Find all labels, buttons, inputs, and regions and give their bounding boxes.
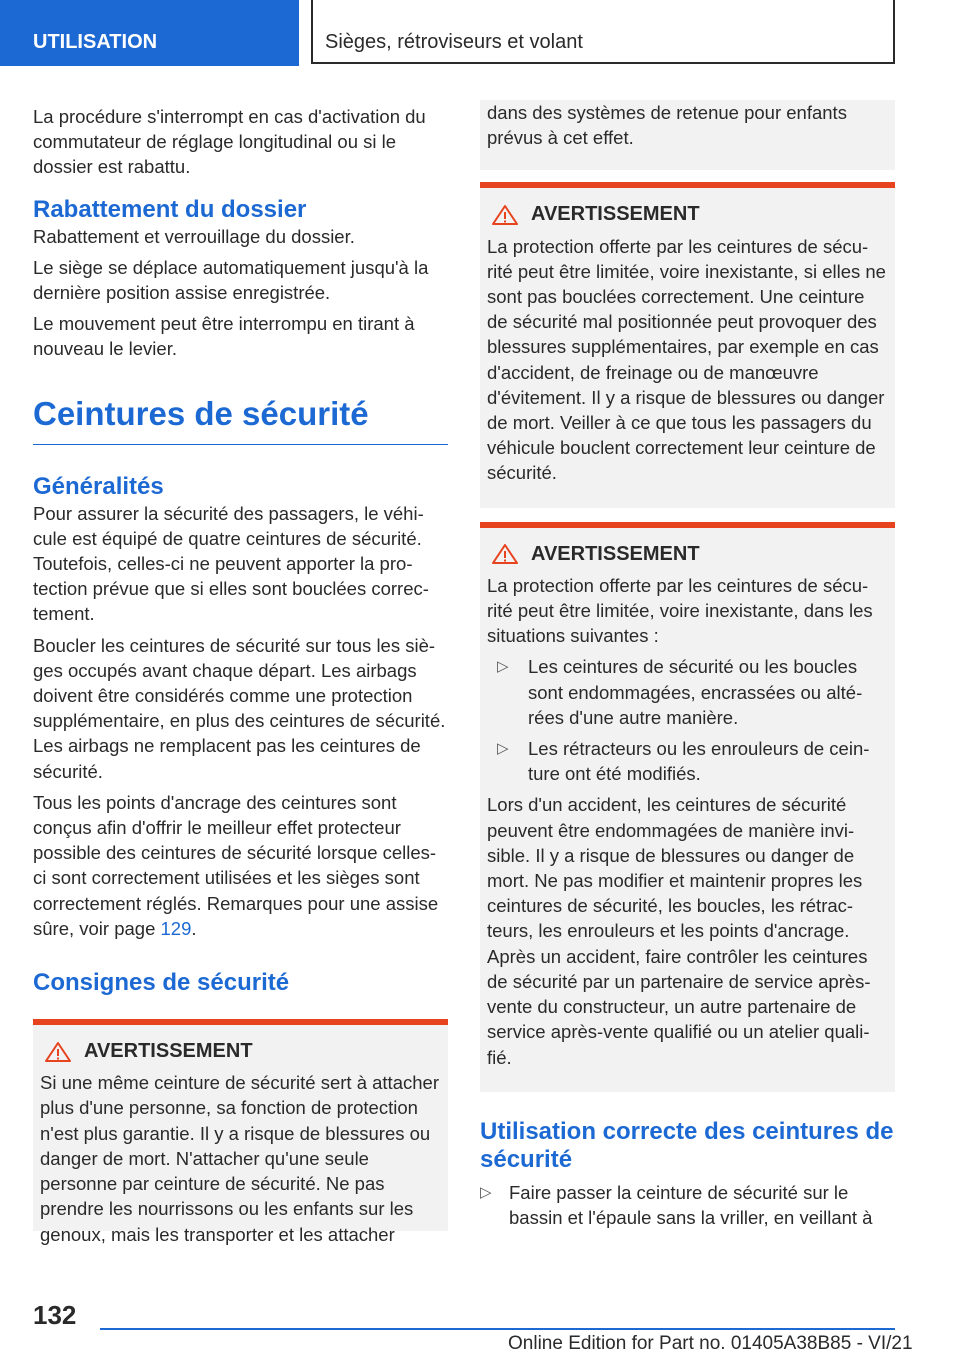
main-heading: Ceintures de sécurité <box>33 394 448 445</box>
warning-box-2 <box>480 182 895 507</box>
left-column <box>33 104 448 1245</box>
section-tab: UTILISATION <box>0 0 299 66</box>
bullet-icon: ▷ <box>497 740 509 758</box>
folding-paragraph-2: Le siège se déplace automatiquement jusqu'à la dernière position assise enregistrée. <box>33 256 429 304</box>
warning-box-1 <box>33 1019 448 1245</box>
page-header <box>0 0 960 66</box>
warning-title: AVERTISSEMENT <box>84 1040 253 1063</box>
list-item-text: Les ceintures de sécurité ou les boucles sont endommagées, encrassées ou altérées d'une autre manière. <box>528 656 863 728</box>
intro-paragraph: La procédure s'interrompt en cas d'activation du commutateur de réglage longitudinal ou si le dossier est rabattu. <box>33 106 426 178</box>
usage-heading: Utilisation correcte des ceintures de sécurité <box>480 1117 894 1173</box>
warning-intro: La protection offerte par les ceintures de sécurité peut être limitée, voire inexistante, dans les situations suivantes : <box>487 574 873 647</box>
warning-box-3 <box>480 522 895 1092</box>
list-item-text: Les rétracteurs ou les enrouleurs de ceinture ont été modifiés. <box>528 738 870 785</box>
continued-box <box>480 100 895 170</box>
warning-header <box>487 202 887 227</box>
continued-text: dans des systèmes de retenue pour enfants prévus à cet effet. <box>487 102 847 149</box>
chapter-title: Sièges, rétroviseurs et volant <box>311 0 895 64</box>
warning-text: Si une même ceinture de sécurité sert à attacher plus d'une personne, sa fonction de protection n'est plus garantie. Il y a risque de blessures ou danger de mort. N'attacher qu'une seule personne par ceinture de sécurité. Ne pas prendre les nourrissons ou les enfants sur les genoux, mais les transporter et les attacher <box>40 1072 439 1245</box>
safety-heading: Consignes de sécurité <box>33 969 290 997</box>
warning-title: AVERTISSEMENT <box>531 542 700 565</box>
list-item-text: Faire passer la ceinture de sécurité sur le bassin et l'épaule sans la vriller, en veillant à <box>509 1181 873 1228</box>
warning-triangle-icon <box>44 1041 72 1063</box>
folding-paragraph-3: Le mouvement peut être interrompu en tirant à nouveau le levier. <box>33 313 415 360</box>
general-paragraph-3 <box>33 790 448 941</box>
general-paragraph-1: Pour assurer la sécurité des passagers, le véhicule est équipé de quatre ceintures de sécurité. Toutefois, celles-ci ne peuvent apporter la protection prévue que si elles sont bouclées correctement. <box>33 502 429 625</box>
bullet-icon: ▷ <box>497 658 509 676</box>
bullet-icon: ▷ <box>480 1183 492 1201</box>
folding-paragraph-1: Rabattement et verrouillage du dossier. <box>33 225 355 247</box>
folding-heading: Rabattement du dossier <box>33 195 307 223</box>
warning-triangle-icon <box>491 543 519 565</box>
general-paragraph-2: Boucler les ceintures de sécurité sur tous les sièges occupés avant chaque départ. Les airbags doivent être considérés comme une protection supplémentaire, en plus des ceintures de sécurité. Les airbags ne remplacent pas les ceintures de sécurité. <box>33 634 446 782</box>
general-paragraph-3-text: Tous les points d'ancrage des ceintures sont conçus afin d'offrir le meilleur effet protecteur possible des ceintures de sécurité lorsque celles-ci sont correctement utilisées et les sièges sont correctement réglés. Remarques pour une assise sûre, voir page <box>33 791 439 939</box>
right-column <box>480 104 895 1236</box>
list-item <box>480 1180 895 1230</box>
general-heading: Généralités <box>33 472 164 500</box>
page-number: 132 <box>33 1300 77 1330</box>
footer-edition: Online Edition for Part no. 01405A38B85 - VI/21 <box>508 1333 913 1354</box>
page-link[interactable]: 129 <box>160 917 192 939</box>
warning-header <box>40 1039 440 1064</box>
warning-triangle-icon <box>491 204 519 226</box>
warning-paragraph: Lors d'un accident, les ceintures de sécurité peuvent être endommagées de manière invisible. Il y a risque de blessures ou danger de mort. Ne pas modifier et maintenir propres les ceintures de sécurité, les boucles, les rétracteurs, les enrouleurs et les points d'ancrage. Après un accident, faire contrôler les ceintures de sécurité par un partenaire de service après-vente du constructeur, un autre partenaire de service après-vente qualifié ou un atelier qualifié. <box>487 794 871 1068</box>
list-item <box>487 736 887 786</box>
warning-text: La protection offerte par les ceintures de sécurité peut être limitée, voire inexistante, si elles ne sont pas bouclées correctement. Une ceinture de sécurité mal positionnée peut provoquer des blessures supplémentaires, par exemple en cas d'accident, de freinage ou de manœuvre d'évitement. Il y a risque de blessures ou danger de mort. Veiller à ce que tous les passagers du véhicule bouclent correctement leur ceinture de sécurité. <box>487 235 886 484</box>
list-item <box>487 654 887 730</box>
general-paragraph-3-end: . <box>191 917 197 939</box>
warning-title: AVERTISSEMENT <box>531 203 700 226</box>
warning-header <box>487 542 887 567</box>
footer-divider <box>100 1328 895 1330</box>
